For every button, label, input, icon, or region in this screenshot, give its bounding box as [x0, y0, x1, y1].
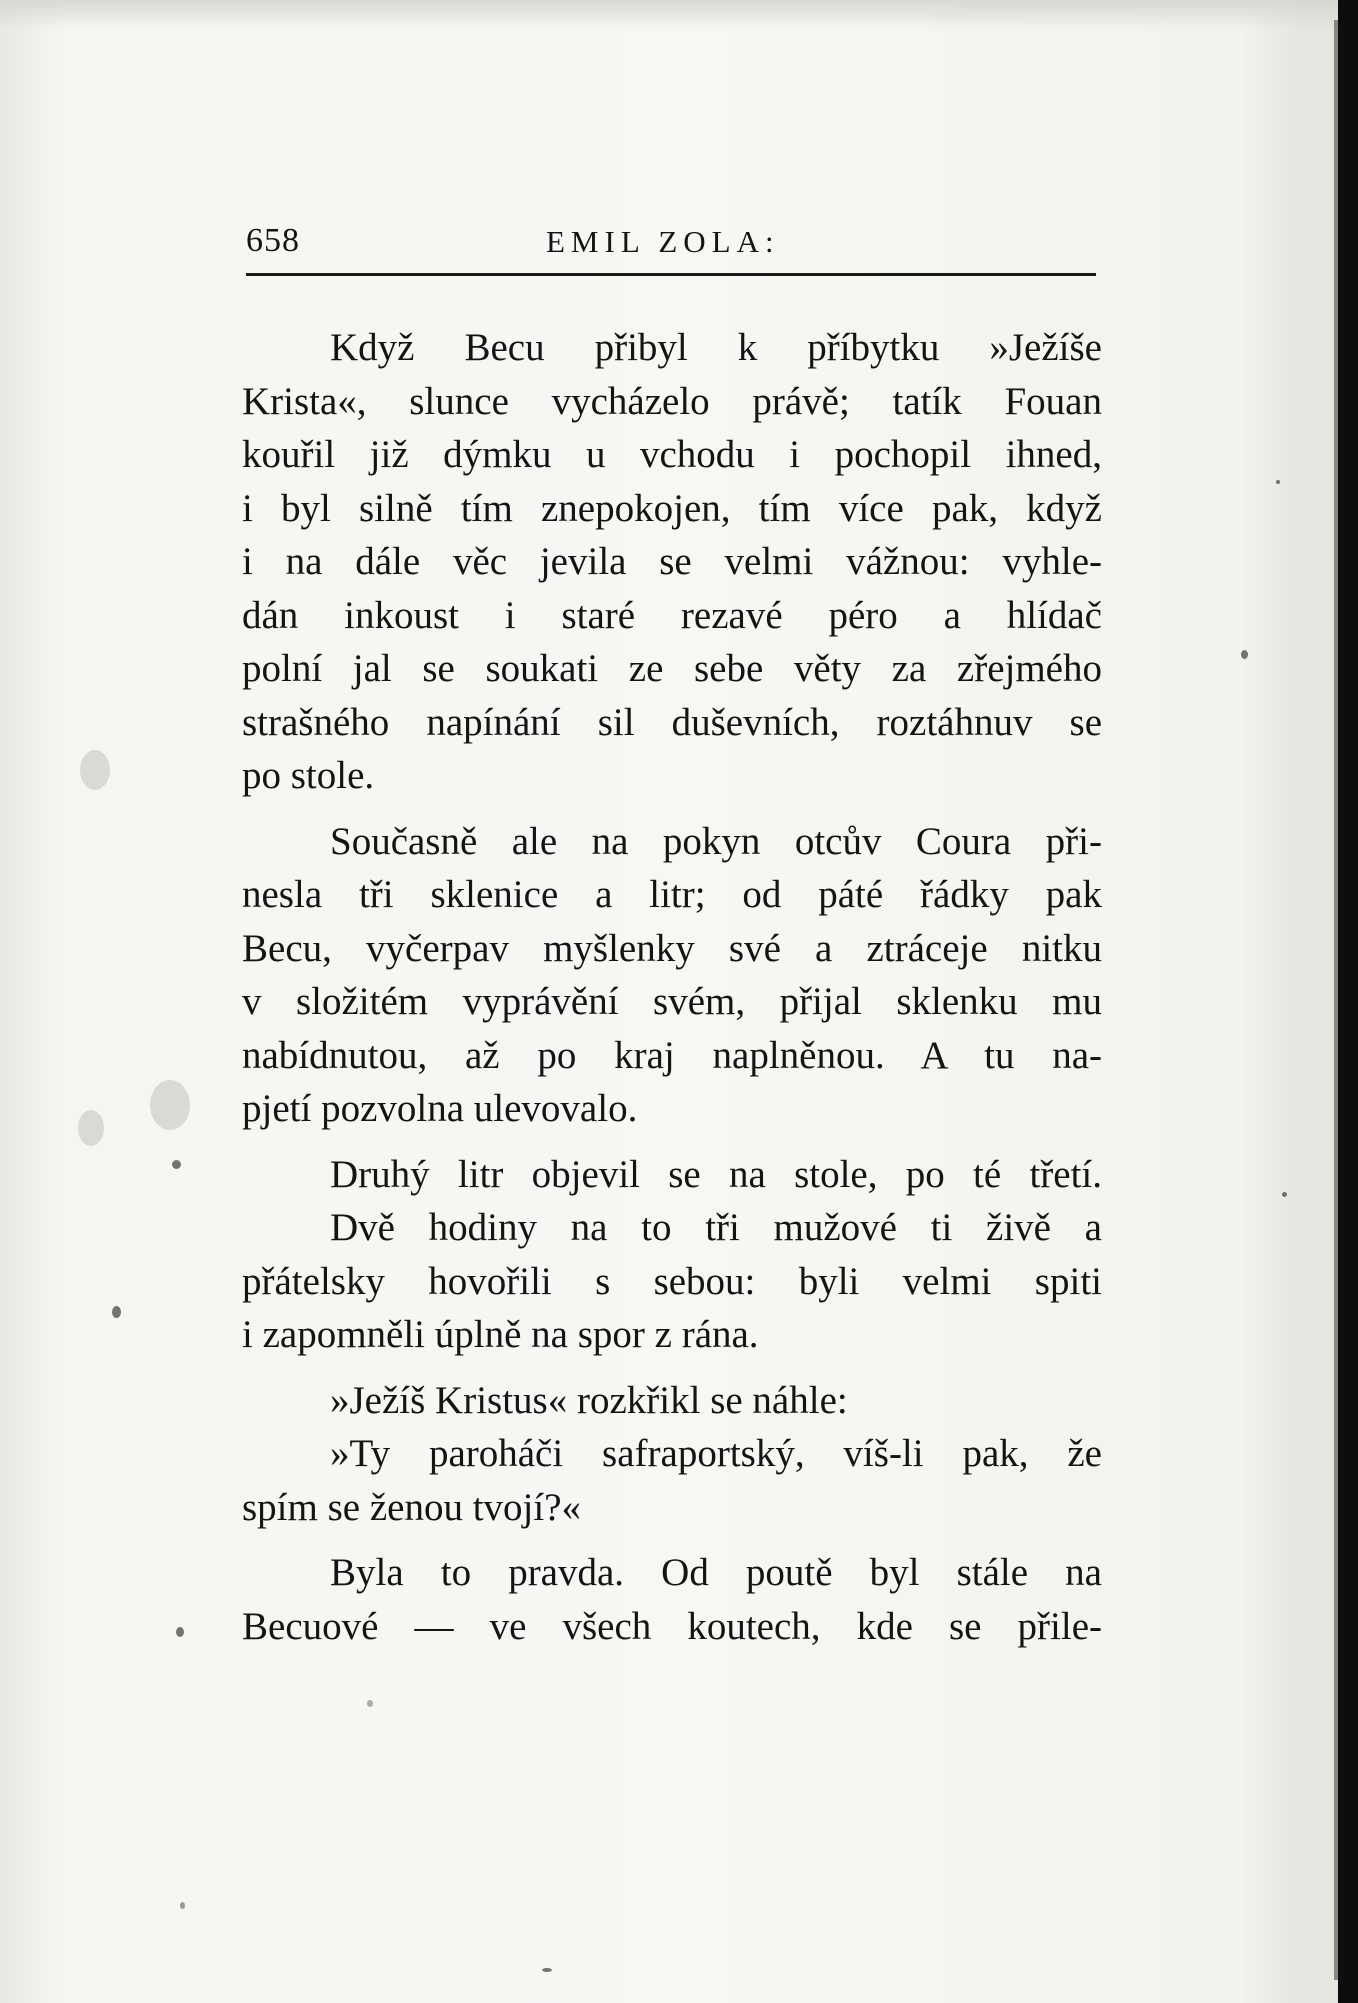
- scan-speck: [176, 1627, 184, 1637]
- scan-speck: [1241, 650, 1248, 659]
- text-line: strašného napínání sil duševních, roztáhnuv se: [242, 700, 1102, 744]
- paragraph: [242, 1148, 1102, 1202]
- text-line: polní jal se soukati ze sebe věty za zřejmého: [242, 647, 1102, 690]
- paragraph: [242, 1427, 1102, 1534]
- scan-blemish: [78, 1110, 104, 1146]
- scan-speck: [1276, 480, 1280, 484]
- text-line: spím se ženou tvojí?«: [242, 1485, 582, 1529]
- scan-speck: [1282, 1192, 1287, 1197]
- text-line: v složitém vyprávění svém, přijal sklenku mu: [242, 980, 1102, 1023]
- paragraph: [242, 1546, 1102, 1653]
- paragraph: [242, 321, 1102, 803]
- text-line: nabídnutou, až po kraj naplněnou. A tu na-: [242, 1033, 1102, 1077]
- running-header: [246, 222, 1096, 262]
- text-line: po stole.: [242, 754, 375, 797]
- scan-speck: [367, 1700, 373, 1707]
- paragraph: [242, 1374, 1102, 1428]
- text-line: i na dále věc jevila se velmi vážnou: vyhle-: [242, 540, 1102, 583]
- scan-right-border: [1338, 0, 1358, 2003]
- text-line: dán inkoust i staré rezavé péro a hlídač: [242, 593, 1102, 637]
- body-text: [242, 321, 1102, 1653]
- text-line: nesla tři sklenice a litr; od páté řádky pak: [242, 873, 1102, 916]
- text-line: Dvě hodiny na to tři mužové ti živě a: [330, 1206, 1102, 1249]
- text-line: i zapomněli úplně na spor z rána.: [242, 1313, 759, 1356]
- paragraph: [242, 1201, 1102, 1362]
- text-line: Když Becu přibyl k příbytku »Ježíše: [330, 326, 1102, 369]
- text-line: Becuové — ve všech koutech, kde se přile-: [242, 1604, 1102, 1648]
- running-head-title: EMIL ZOLA:: [546, 224, 780, 259]
- text-line: Byla to pravda. Od poutě byl stále na: [330, 1551, 1102, 1594]
- scan-speck: [542, 1968, 552, 1972]
- text-line: Současně ale na pokyn otcův Coura při-: [330, 819, 1102, 863]
- scan-top-shade: [0, 0, 1338, 30]
- scan-blemish: [150, 1080, 190, 1130]
- text-line: Becu, vyčerpav myšlenky své a ztráceje nitku: [242, 926, 1102, 970]
- text-line: i byl silně tím znepokojen, tím více pak, když: [242, 486, 1102, 530]
- text-line: pjetí pozvolna ulevovalo.: [242, 1087, 638, 1130]
- header-rule: [246, 273, 1096, 276]
- page-number: 658: [246, 222, 300, 259]
- scan-blemish: [80, 750, 110, 790]
- text-line: Krista«, slunce vycházelo právě; tatík Fouan: [242, 379, 1102, 423]
- text-line: přátelsky hovořili s sebou: byli velmi spiti: [242, 1259, 1102, 1303]
- scan-speck: [180, 1902, 185, 1909]
- text-line: »Ty paroháči safraportský, víš-li pak, že: [330, 1432, 1102, 1475]
- text-line: Druhý litr objevil se na stole, po té třetí.: [330, 1152, 1102, 1196]
- scan-speck: [112, 1306, 121, 1318]
- text-line: »Ježíš Kristus« rozkřikl se náhle:: [330, 1378, 848, 1422]
- text-line: kouřil již dýmku u vchodu i pochopil ihned,: [242, 433, 1102, 476]
- scan-speck: [172, 1160, 181, 1169]
- paragraph: [242, 815, 1102, 1136]
